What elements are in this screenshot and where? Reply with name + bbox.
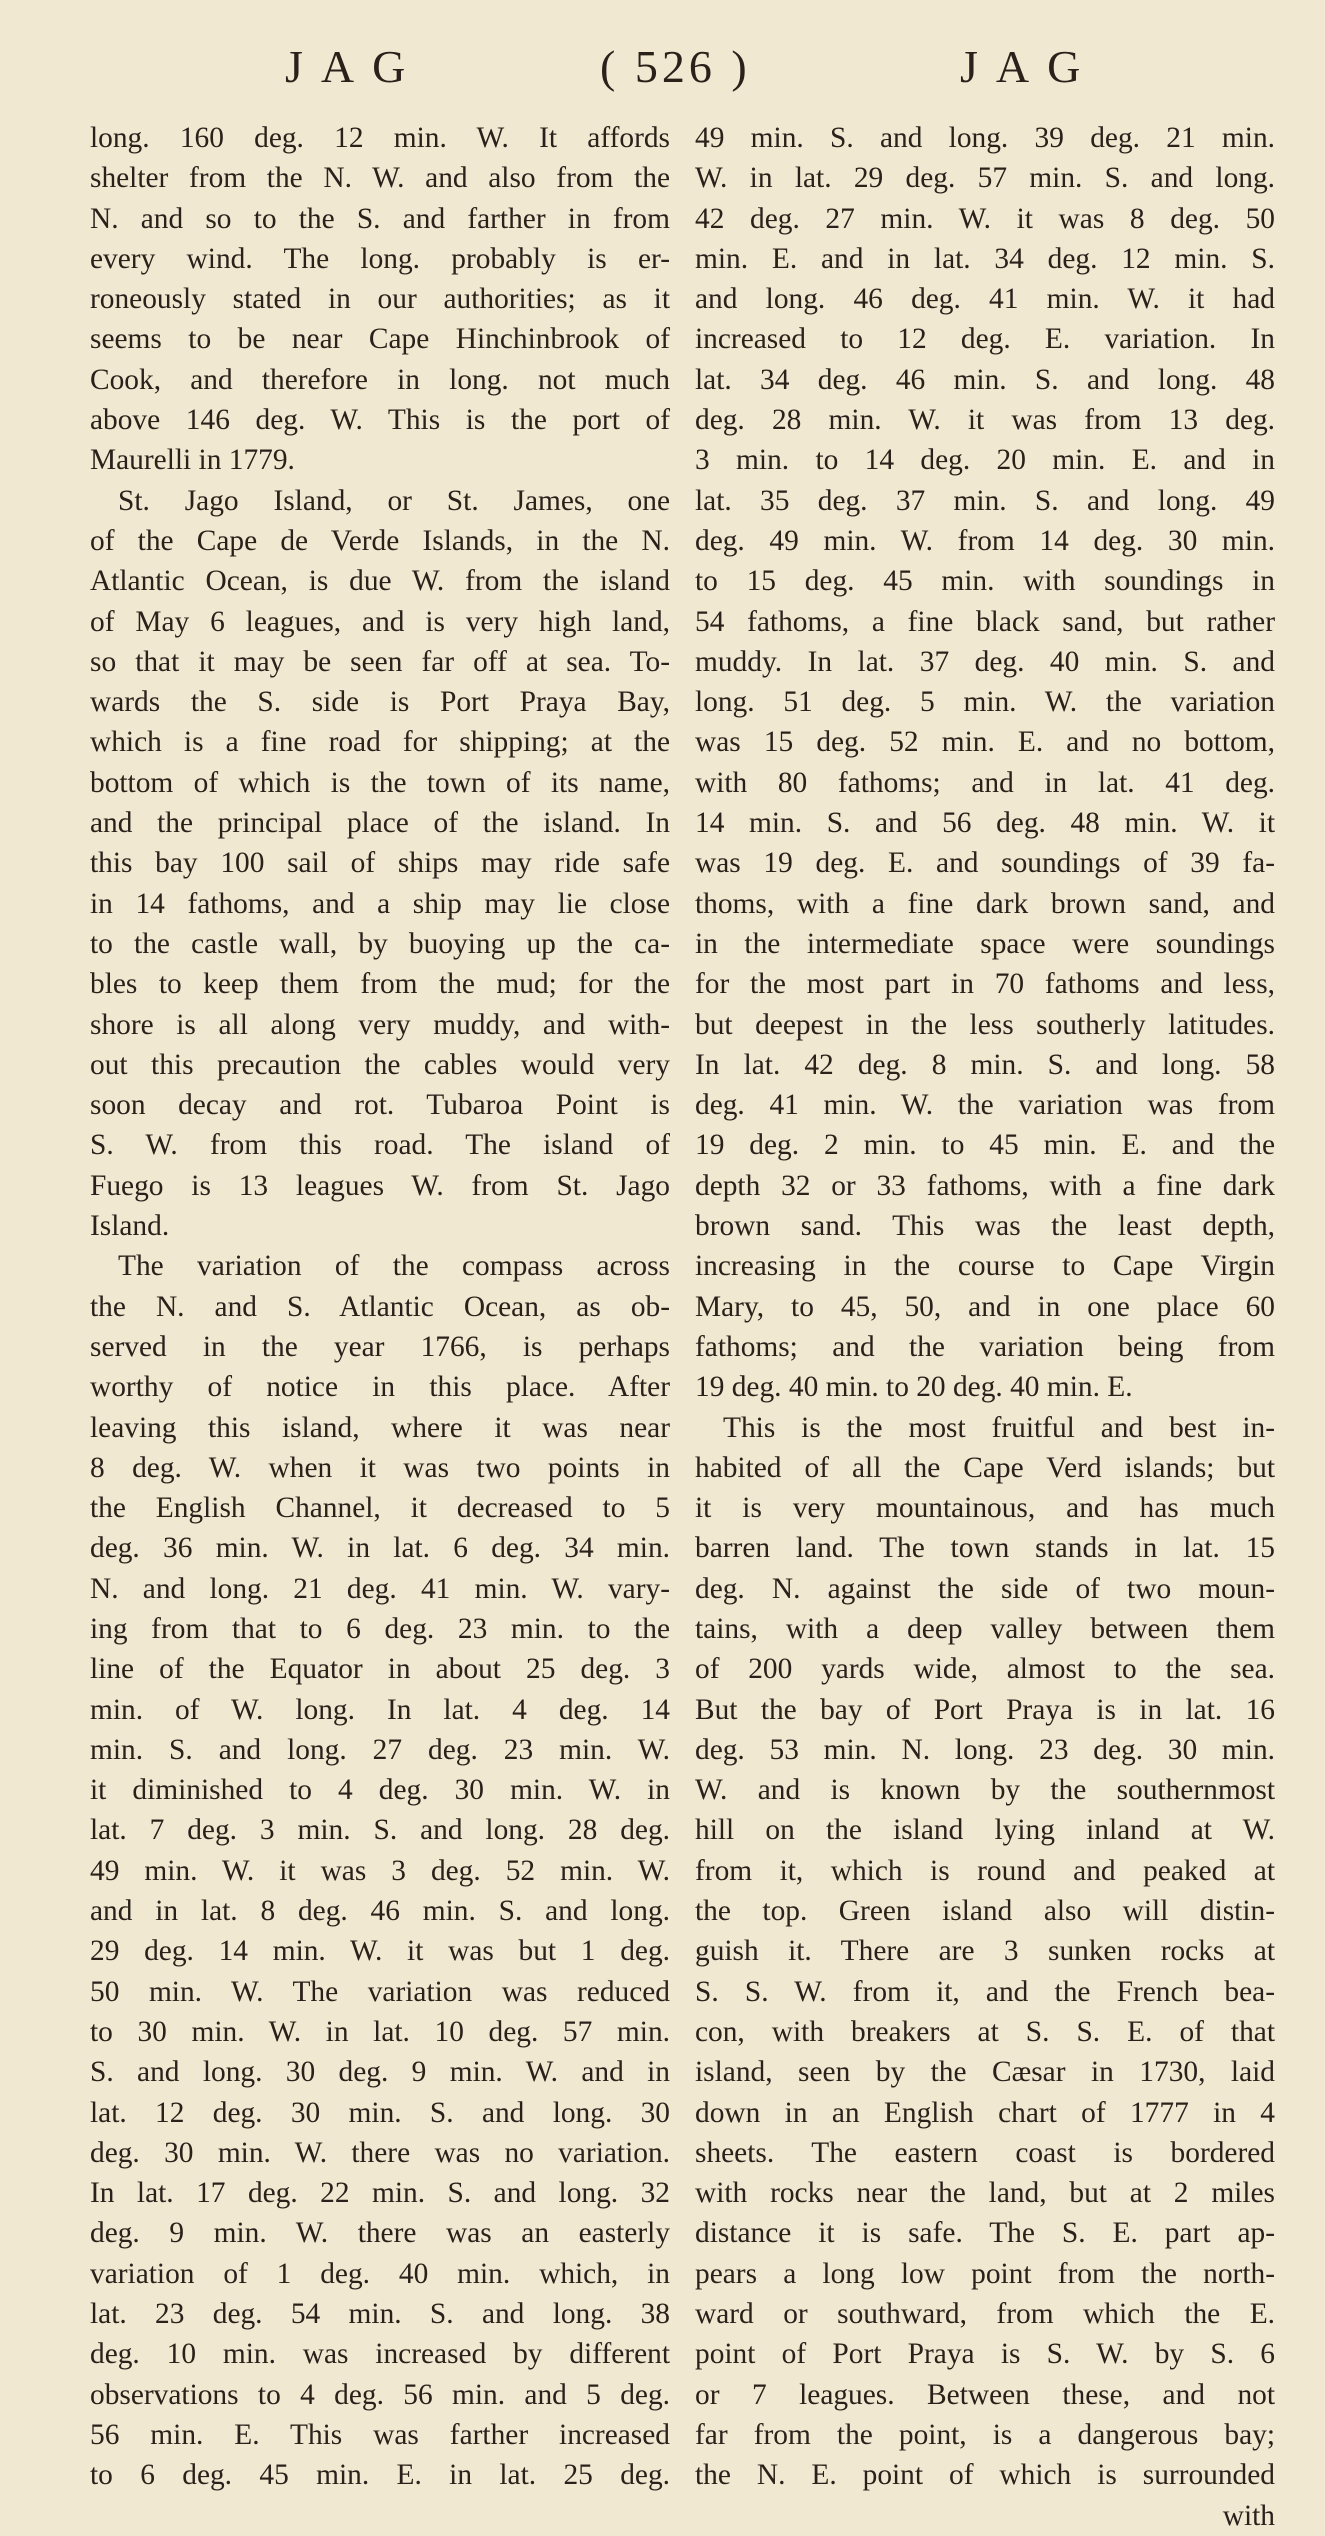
- text-line: 42 deg. 27 min. W. it was 8 deg. 50: [695, 202, 1275, 235]
- text-line: 3 min. to 14 deg. 20 min. E. and in: [695, 444, 1275, 477]
- text-line: deg. 9 min. W. there was an easterly: [90, 2217, 670, 2250]
- text-line: the N. E. point of which is surrounded: [695, 2459, 1275, 2492]
- text-line: sheets. The eastern coast is bordered: [695, 2136, 1275, 2169]
- text-line: observations to 4 deg. 56 min. and 5 deg.: [90, 2378, 670, 2411]
- text-line: N. and so to the S. and farther in from: [90, 202, 670, 235]
- text-line: point of Port Praya is S. W. by S. 6: [695, 2338, 1275, 2371]
- text-line: or 7 leagues. Between these, and not: [695, 2378, 1275, 2411]
- text-line: W. in lat. 29 deg. 57 min. S. and long.: [695, 162, 1275, 195]
- text-line: min. of W. long. In lat. 4 deg. 14: [90, 1693, 670, 1726]
- text-line: worthy of notice in this place. After: [90, 1371, 670, 1404]
- text-line: with: [1222, 2499, 1275, 2532]
- text-line: lat. 23 deg. 54 min. S. and long. 38: [90, 2298, 670, 2331]
- text-line: this bay 100 sail of ships may ride safe: [90, 847, 670, 880]
- text-line: W. and is known by the southernmost: [695, 1774, 1275, 1807]
- text-line: Mary, to 45, 50, and in one place 60: [695, 1290, 1275, 1323]
- text-line: pears a long low point from the north-: [695, 2257, 1275, 2290]
- text-line: shore is all along very muddy, and with-: [90, 1008, 670, 1041]
- text-line: lat. 7 deg. 3 min. S. and long. 28 deg.: [90, 1814, 670, 1847]
- text-line: S. S. W. from it, and the French bea-: [695, 1975, 1275, 2008]
- text-line: to the castle wall, by buoying up the ca-: [90, 927, 670, 960]
- text-line: min. S. and long. 27 deg. 23 min. W.: [90, 1733, 670, 1766]
- text-line: deg. 41 min. W. the variation was from: [695, 1089, 1275, 1122]
- text-line: deg. 30 min. W. there was no variation.: [90, 2136, 670, 2169]
- text-line: the top. Green island also will distin-: [695, 1895, 1275, 1928]
- text-line: of the Cape de Verde Islands, in the N.: [90, 524, 670, 557]
- text-line: wards the S. side is Port Praya Bay,: [90, 686, 670, 719]
- text-line: N. and long. 21 deg. 41 min. W. vary-: [90, 1572, 670, 1605]
- text-line: which is a fine road for shipping; at the: [90, 726, 670, 759]
- text-line: in the intermediate space were soundings: [695, 927, 1275, 960]
- text-line: con, with breakers at S. S. E. of that: [695, 2015, 1275, 2048]
- text-line: the N. and S. Atlantic Ocean, as ob-: [90, 1290, 670, 1323]
- text-line: for the most part in 70 fathoms and less,: [695, 968, 1275, 1001]
- text-line: was 15 deg. 52 min. E. and no bottom,: [695, 726, 1275, 759]
- text-line: depth 32 or 33 fathoms, with a fine dark: [695, 1169, 1275, 1202]
- text-line: deg. 49 min. W. from 14 deg. 30 min.: [695, 524, 1275, 557]
- text-line: and the principal place of the island. In: [90, 807, 670, 840]
- text-line: increasing in the course to Cape Virgin: [695, 1250, 1275, 1283]
- text-line: out this precaution the cables would very: [90, 1048, 670, 1081]
- text-line: lat. 34 deg. 46 min. S. and long. 48: [695, 363, 1275, 396]
- text-line: but deepest in the less southerly latitudes.: [695, 1008, 1275, 1041]
- text-line: served in the year 1766, is perhaps: [90, 1330, 670, 1363]
- text-line: distance it is safe. The S. E. part ap-: [695, 2217, 1275, 2250]
- text-line: leaving this island, where it was near: [90, 1411, 670, 1444]
- text-line: fathoms; and the variation being from: [695, 1330, 1275, 1363]
- text-line: bottom of which is the town of its name,: [90, 766, 670, 799]
- text-line: S. W. from this road. The island of: [90, 1129, 670, 1162]
- text-line: Atlantic Ocean, is due W. from the island: [90, 565, 670, 598]
- text-line: above 146 deg. W. This is the port of: [90, 404, 670, 437]
- text-line: long. 160 deg. 12 min. W. It affords: [90, 122, 670, 154]
- text-line: the English Channel, it decreased to 5: [90, 1492, 670, 1525]
- text-line: The variation of the compass across: [118, 1250, 670, 1283]
- text-line: to 30 min. W. in lat. 10 deg. 57 min.: [90, 2015, 670, 2048]
- text-line: bles to keep them from the mud; for the: [90, 968, 670, 1001]
- text-line: increased to 12 deg. E. variation. In: [695, 323, 1275, 356]
- text-line: long. 51 deg. 5 min. W. the variation: [695, 686, 1275, 719]
- text-line: so that it may be seen far off at sea. To-: [90, 645, 670, 678]
- text-line: guish it. There are 3 sunken rocks at: [695, 1935, 1275, 1968]
- text-line: deg. 28 min. W. it was from 13 deg.: [695, 404, 1275, 437]
- text-line: shelter from the N. W. and also from the: [90, 162, 670, 195]
- text-line: 19 deg. 2 min. to 45 min. E. and the: [695, 1129, 1275, 1162]
- text-line: soon decay and rot. Tubaroa Point is: [90, 1089, 670, 1122]
- text-line: hill on the island lying inland at W.: [695, 1814, 1275, 1847]
- text-line: min. E. and in lat. 34 deg. 12 min. S.: [695, 242, 1275, 275]
- text-line: of 200 yards wide, almost to the sea.: [695, 1653, 1275, 1686]
- text-line: lat. 12 deg. 30 min. S. and long. 30: [90, 2096, 670, 2129]
- text-line: brown sand. This was the least depth,: [695, 1210, 1275, 1243]
- text-line: every wind. The long. probably is er-: [90, 242, 670, 275]
- text-line: deg. N. against the side of two moun-: [695, 1572, 1275, 1605]
- text-line: This is the most fruitful and best in-: [723, 1411, 1275, 1444]
- text-line: far from the point, is a dangerous bay;: [695, 2418, 1275, 2451]
- text-line: 54 fathoms, a fine black sand, but rather: [695, 605, 1275, 638]
- text-line: it diminished to 4 deg. 30 min. W. in: [90, 1774, 670, 1807]
- text-line: of May 6 leagues, and is very high land,: [90, 605, 670, 638]
- text-line: deg. 53 min. N. long. 23 deg. 30 min.: [695, 1733, 1275, 1766]
- text-line: In lat. 42 deg. 8 min. S. and long. 58: [695, 1048, 1275, 1081]
- text-line: seems to be near Cape Hinchinbrook of: [90, 323, 670, 356]
- text-line: variation of 1 deg. 40 min. which, in: [90, 2257, 670, 2290]
- page-number: ( 526 ): [600, 41, 751, 92]
- text-line: to 6 deg. 45 min. E. in lat. 25 deg.: [90, 2459, 670, 2492]
- text-line: it is very mountainous, and has much: [695, 1492, 1275, 1525]
- text-line: 49 min. W. it was 3 deg. 52 min. W.: [90, 1854, 670, 1887]
- text-line: to 15 deg. 45 min. with soundings in: [695, 565, 1275, 598]
- text-line: island, seen by the Cæsar in 1730, laid: [695, 2056, 1275, 2089]
- text-line: in 14 fathoms, and a ship may lie close: [90, 887, 670, 920]
- text-line: 29 deg. 14 min. W. it was but 1 deg.: [90, 1935, 670, 1968]
- right-column: [695, 118, 1275, 2536]
- text-line: Island.: [90, 1210, 170, 1243]
- text-line: 14 min. S. and 56 deg. 48 min. W. it: [695, 807, 1275, 840]
- text-line: Cook, and therefore in long. not much: [90, 363, 670, 396]
- text-line: habited of all the Cape Verd islands; but: [695, 1451, 1275, 1484]
- text-line: ing from that to 6 deg. 23 min. to the: [90, 1612, 670, 1645]
- text-line: and long. 46 deg. 41 min. W. it had: [695, 283, 1275, 316]
- page-header: [0, 40, 1325, 100]
- text-line: barren land. The town stands in lat. 15: [695, 1532, 1275, 1565]
- text-line: Fuego is 13 leagues W. from St. Jago: [90, 1169, 670, 1202]
- text-line: deg. 36 min. W. in lat. 6 deg. 34 min.: [90, 1532, 670, 1565]
- text-line: 56 min. E. This was farther increased: [90, 2418, 670, 2451]
- text-line: lat. 35 deg. 37 min. S. and long. 49: [695, 484, 1275, 517]
- left-column: [90, 118, 670, 2496]
- text-line: from it, which is round and peaked at: [695, 1854, 1275, 1887]
- running-head-left: JAG: [285, 41, 424, 92]
- text-line: muddy. In lat. 37 deg. 40 min. S. and: [695, 645, 1275, 678]
- text-line: thoms, with a fine dark brown sand, and: [695, 887, 1275, 920]
- text-line: S. and long. 30 deg. 9 min. W. and in: [90, 2056, 670, 2089]
- text-line: 50 min. W. The variation was reduced: [90, 1975, 670, 2008]
- text-line: 8 deg. W. when it was two points in: [90, 1451, 670, 1484]
- text-line: roneously stated in our authorities; as it: [90, 283, 670, 316]
- running-head-right: JAG: [960, 41, 1099, 92]
- text-line: line of the Equator in about 25 deg. 3: [90, 1653, 670, 1686]
- text-line: down in an English chart of 1777 in 4: [695, 2096, 1275, 2129]
- text-line: with 80 fathoms; and in lat. 41 deg.: [695, 766, 1275, 799]
- text-line: St. Jago Island, or St. James, one: [118, 484, 670, 517]
- text-line: But the bay of Port Praya is in lat. 16: [695, 1693, 1275, 1726]
- text-line: In lat. 17 deg. 22 min. S. and long. 32: [90, 2177, 670, 2210]
- text-line: ward or southward, from which the E.: [695, 2298, 1275, 2331]
- text-line: 19 deg. 40 min. to 20 deg. 40 min. E.: [695, 1371, 1133, 1404]
- text-line: with rocks near the land, but at 2 miles: [695, 2177, 1275, 2210]
- text-line: was 19 deg. E. and soundings of 39 fa-: [695, 847, 1275, 880]
- text-line: and in lat. 8 deg. 46 min. S. and long.: [90, 1895, 670, 1928]
- text-line: tains, with a deep valley between them: [695, 1612, 1275, 1645]
- text-line: 49 min. S. and long. 39 deg. 21 min.: [695, 122, 1275, 154]
- text-line: Maurelli in 1779.: [90, 444, 295, 477]
- text-line: deg. 10 min. was increased by different: [90, 2338, 670, 2371]
